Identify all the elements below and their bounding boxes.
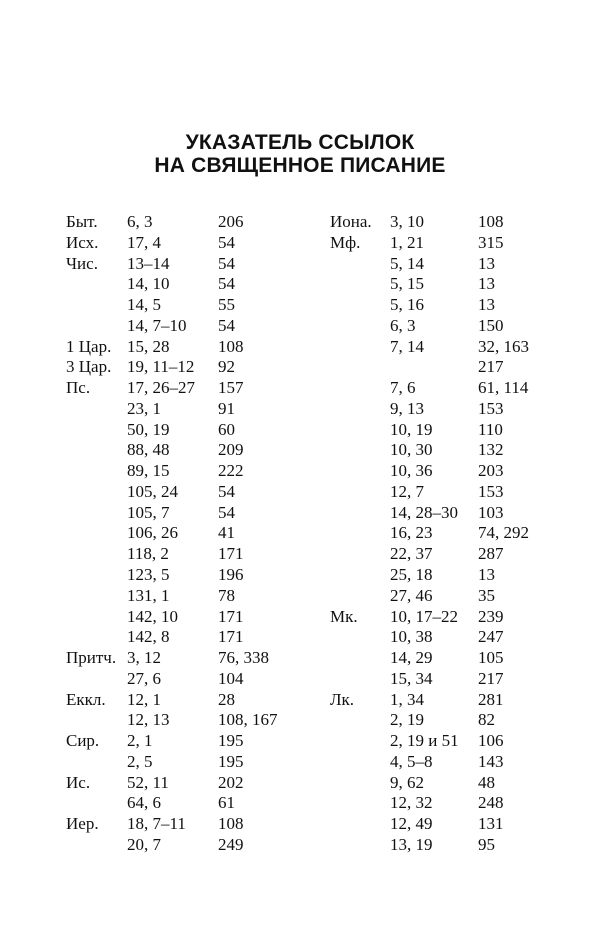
entry-ref: 3, 10 xyxy=(390,212,424,231)
entry-ref: 2, 1 xyxy=(127,731,153,751)
entry-pages: 247 xyxy=(478,627,504,647)
entry-pages: 35 xyxy=(478,585,495,605)
entry-ref: 23, 1 xyxy=(127,398,161,418)
entry-pages: 76, 338 xyxy=(218,648,269,668)
entry-book: Пс. xyxy=(66,378,91,398)
entry-pages: 55 xyxy=(218,295,235,315)
entry-ref: 52, 11 xyxy=(127,772,169,792)
entry-pages: 95 xyxy=(478,834,495,854)
entry-pages: 171 xyxy=(218,544,244,564)
entry-book: Лк. xyxy=(330,689,355,709)
entry-ref: 4, 5–8 xyxy=(390,751,433,771)
entry-pages: 150 xyxy=(478,315,504,335)
entry-pages: 153 xyxy=(478,481,504,501)
entry-pages: 61, 114 xyxy=(478,378,529,398)
entry-ref: 18, 7–11 xyxy=(127,814,186,834)
entry-ref: 14, 5 xyxy=(127,295,161,315)
entry-ref: 142, 10 xyxy=(127,606,178,626)
entry-ref: 1, 21 xyxy=(390,232,424,252)
entry-pages: 248 xyxy=(478,793,504,813)
entry-ref: 9, 62 xyxy=(390,772,424,792)
page-title-line-1: УКАЗАТЕЛЬ ССЫЛОК xyxy=(185,131,415,154)
entry-ref: 10, 36 xyxy=(390,461,433,481)
entry-pages: 54 xyxy=(218,274,235,294)
entry-ref: 12, 1 xyxy=(127,689,161,709)
entry-ref: 118, 2 xyxy=(127,544,169,564)
entry-ref: 10, 38 xyxy=(390,627,433,647)
entry-pages: 171 xyxy=(218,606,244,626)
entry-book: Быт. xyxy=(66,212,98,231)
entry-ref: 105, 7 xyxy=(127,502,170,522)
entry-ref: 15, 34 xyxy=(390,668,433,688)
entry-pages: 108 xyxy=(218,814,244,834)
entry-ref: 5, 15 xyxy=(390,274,424,294)
entry-book: Исх. xyxy=(66,232,99,252)
entry-pages: 78 xyxy=(218,585,235,605)
entry-pages: 48 xyxy=(478,772,495,792)
entry-pages: 54 xyxy=(218,232,235,252)
entry-pages: 13 xyxy=(478,253,495,273)
entry-pages: 60 xyxy=(218,419,235,439)
entry-pages: 28 xyxy=(218,689,235,709)
entry-pages: 104 xyxy=(218,668,244,688)
entry-ref: 14, 10 xyxy=(127,274,170,294)
entry-ref: 20, 7 xyxy=(127,834,161,854)
entry-ref: 89, 15 xyxy=(127,461,170,481)
entry-ref: 3, 12 xyxy=(127,648,161,668)
entry-book: Ис. xyxy=(66,772,91,792)
entry-ref: 17, 4 xyxy=(127,232,161,252)
entry-ref: 14, 29 xyxy=(390,648,433,668)
entry-ref: 5, 14 xyxy=(390,253,424,273)
entry-ref: 1, 34 xyxy=(390,689,424,709)
entry-pages: 209 xyxy=(218,440,244,460)
entry-pages: 105 xyxy=(478,648,504,668)
entry-book: Иер. xyxy=(66,814,99,834)
entry-ref: 10, 17–22 xyxy=(390,606,458,626)
entry-ref: 7, 14 xyxy=(390,336,424,356)
entry-ref: 14, 28–30 xyxy=(390,502,458,522)
page-title-line-2: НА СВЯЩЕННОЕ ПИСАНИЕ xyxy=(154,154,446,177)
entry-book: Притч. xyxy=(66,648,117,668)
entry-ref: 64, 6 xyxy=(127,793,161,813)
entry-ref: 27, 6 xyxy=(127,668,161,688)
entry-pages: 13 xyxy=(478,295,495,315)
entry-pages: 92 xyxy=(218,357,235,377)
entry-book: Сир. xyxy=(66,731,100,751)
entry-pages: 217 xyxy=(478,668,504,688)
entry-pages: 32, 163 xyxy=(478,336,529,356)
entry-ref: 2, 19 xyxy=(390,710,424,730)
entry-pages: 54 xyxy=(218,315,235,335)
entry-pages: 13 xyxy=(478,565,495,585)
entry-ref: 50, 19 xyxy=(127,419,170,439)
entry-pages: 132 xyxy=(478,440,504,460)
entry-ref: 2, 19 и 51 xyxy=(390,731,459,751)
entry-pages: 195 xyxy=(218,731,244,751)
entry-ref: 131, 1 xyxy=(127,585,170,605)
entry-pages: 239 xyxy=(478,606,504,626)
entry-ref: 105, 24 xyxy=(127,481,178,501)
entry-pages: 108 xyxy=(478,212,504,231)
entry-pages: 106 xyxy=(478,731,504,751)
entry-book: Иона. xyxy=(330,212,372,231)
entry-ref: 10, 19 xyxy=(390,419,433,439)
entry-pages: 196 xyxy=(218,565,244,585)
entry-ref: 15, 28 xyxy=(127,336,170,356)
entry-pages: 315 xyxy=(478,232,504,252)
entry-pages: 103 xyxy=(478,502,504,522)
entry-pages: 206 xyxy=(218,212,244,231)
entry-pages: 195 xyxy=(218,751,244,771)
entry-ref: 12, 7 xyxy=(390,481,424,501)
entry-ref: 12, 13 xyxy=(127,710,170,730)
entry-ref: 12, 49 xyxy=(390,814,433,834)
entry-ref: 88, 48 xyxy=(127,440,170,460)
entry-ref: 19, 11–12 xyxy=(127,357,195,377)
entry-ref: 22, 37 xyxy=(390,544,433,564)
entry-pages: 108 xyxy=(218,336,244,356)
entry-ref: 17, 26–27 xyxy=(127,378,195,398)
entry-ref: 10, 30 xyxy=(390,440,433,460)
entry-book: 1 Цар. xyxy=(66,336,112,356)
entry-pages: 54 xyxy=(218,502,235,522)
entry-pages: 203 xyxy=(478,461,504,481)
entry-book: Еккл. xyxy=(66,689,106,709)
entry-pages: 131 xyxy=(478,814,504,834)
entry-ref: 13–14 xyxy=(127,253,170,273)
entry-pages: 54 xyxy=(218,253,235,273)
entry-pages: 287 xyxy=(478,544,504,564)
entry-ref: 25, 18 xyxy=(390,565,433,585)
entry-pages: 249 xyxy=(218,834,244,854)
entry-ref: 123, 5 xyxy=(127,565,170,585)
entry-pages: 222 xyxy=(218,461,244,481)
entry-pages: 157 xyxy=(218,378,244,398)
entry-ref: 16, 23 xyxy=(390,523,433,543)
entry-ref: 9, 13 xyxy=(390,398,424,418)
entry-pages: 91 xyxy=(218,398,235,418)
entry-book: Мф. xyxy=(330,232,361,252)
entry-pages: 82 xyxy=(478,710,495,730)
entry-ref: 12, 32 xyxy=(390,793,433,813)
entry-ref: 6, 3 xyxy=(390,315,416,335)
entry-pages: 153 xyxy=(478,398,504,418)
entry-ref: 13, 19 xyxy=(390,834,433,854)
entry-pages: 108, 167 xyxy=(218,710,278,730)
entry-ref: 27, 46 xyxy=(390,585,433,605)
entry-pages: 110 xyxy=(478,419,503,439)
entry-pages: 74, 292 xyxy=(478,523,529,543)
entry-pages: 41 xyxy=(218,523,235,543)
entry-ref: 106, 26 xyxy=(127,523,178,543)
entry-pages: 54 xyxy=(218,481,235,501)
entry-pages: 281 xyxy=(478,689,504,709)
entry-pages: 61 xyxy=(218,793,235,813)
entry-pages: 217 xyxy=(478,357,504,377)
entry-ref: 7, 6 xyxy=(390,378,416,398)
entry-pages: 171 xyxy=(218,627,244,647)
entry-book: 3 Цар. xyxy=(66,357,112,377)
entry-ref: 5, 16 xyxy=(390,295,424,315)
entry-ref: 142, 8 xyxy=(127,627,170,647)
entry-book: Чис. xyxy=(66,253,98,273)
entry-ref: 6, 3 xyxy=(127,212,153,231)
entry-pages: 143 xyxy=(478,751,504,771)
entry-book: Мк. xyxy=(330,606,358,626)
entry-pages: 13 xyxy=(478,274,495,294)
entry-ref: 14, 7–10 xyxy=(127,315,187,335)
entry-ref: 2, 5 xyxy=(127,751,153,771)
entry-pages: 202 xyxy=(218,772,244,792)
